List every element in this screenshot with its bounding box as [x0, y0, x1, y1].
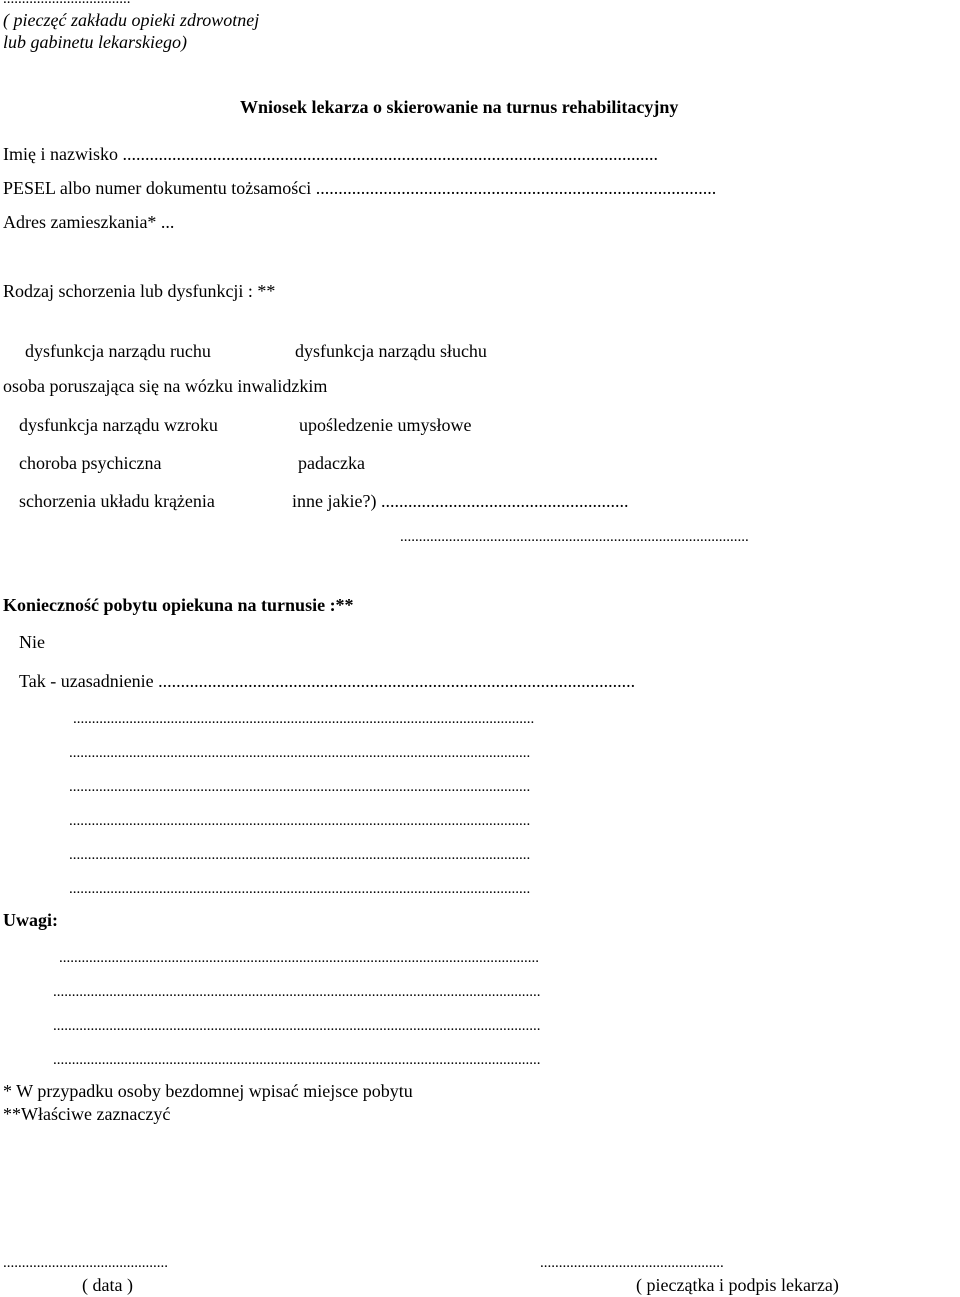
justification-line[interactable]: ........................................................................................................................... [73, 711, 535, 727]
doctor-stamp-dots[interactable]: ................................................. [540, 1255, 724, 1271]
justification-line[interactable]: ........................................................................................................................... [69, 881, 531, 897]
doctor-stamp-signature-label: ( pieczątka i podpis lekarza) [636, 1275, 839, 1295]
other-field-continuation[interactable]: ............................................................................................. [400, 529, 749, 545]
option-hearing-dysfunction[interactable]: dysfunkcja narządu słuchu [295, 341, 487, 361]
justification-line[interactable]: ........................................................................................................................... [69, 847, 531, 863]
option-psychiatric-illness[interactable]: choroba psychiczna [19, 453, 162, 473]
option-motor-dysfunction[interactable]: dysfunkcja narządu ruchu [25, 341, 211, 361]
date-label: ( data ) [82, 1275, 133, 1295]
justification-line[interactable]: ........................................................................................................................... [69, 745, 531, 761]
footnote-homeless: * W przypadku osoby bezdomnej wpisać miejsce pobytu [3, 1081, 413, 1101]
remarks-line[interactable]: .................................................................................................................................. [53, 1052, 541, 1068]
caregiver-option-yes-justification[interactable]: Tak - uzasadnienie .......................................................................................................... [19, 671, 636, 691]
stamp-dots [3, 0, 131, 7]
option-mental-disability[interactable]: upośledzenie umysłowe [299, 415, 472, 435]
stamp-caption-line1: ( pieczęć zakładu opieki zdrowotnej [3, 10, 260, 30]
option-other-field[interactable]: inne jakie?) ....................................................... [292, 491, 629, 511]
date-dots[interactable]: ............................................ [3, 1255, 168, 1271]
justification-line[interactable]: ........................................................................................................................... [69, 779, 531, 795]
name-field[interactable]: Imię i nazwisko ....................................................................................................................... [3, 144, 658, 164]
remarks-label: Uwagi: [3, 910, 58, 930]
remarks-line[interactable]: .................................................................................................................................. [53, 984, 541, 1000]
remarks-line[interactable]: .................................................................................................................................. [53, 1018, 541, 1034]
option-epilepsy[interactable]: padaczka [298, 453, 365, 473]
remarks-line[interactable]: ................................................................................................................................ [59, 950, 539, 966]
stamp-caption-line2: lub gabinetu lekarskiego) [3, 32, 187, 52]
option-wheelchair[interactable]: osoba poruszająca się na wózku inwalidzkim [3, 376, 328, 396]
document-title: Wniosek lekarza o skierowanie na turnus rehabilitacyjny [240, 97, 679, 117]
option-vision-dysfunction[interactable]: dysfunkcja narządu wzroku [19, 415, 218, 435]
footnote-mark-applicable: **Właściwe zaznaczyć [3, 1104, 171, 1124]
option-circulatory-disorders[interactable]: schorzenia układu krążenia [19, 491, 215, 511]
justification-line[interactable]: ........................................................................................................................... [69, 813, 531, 829]
address-field[interactable]: Adres zamieszkania* ... [3, 212, 175, 232]
caregiver-option-no[interactable]: Nie [19, 632, 45, 652]
caregiver-heading: Konieczność pobytu opiekuna na turnusie :** [3, 595, 354, 615]
pesel-field[interactable]: PESEL albo numer dokumentu tożsamości ......................................................................................... [3, 178, 717, 198]
disease-heading: Rodzaj schorzenia lub dysfunkcji : ** [3, 281, 276, 301]
